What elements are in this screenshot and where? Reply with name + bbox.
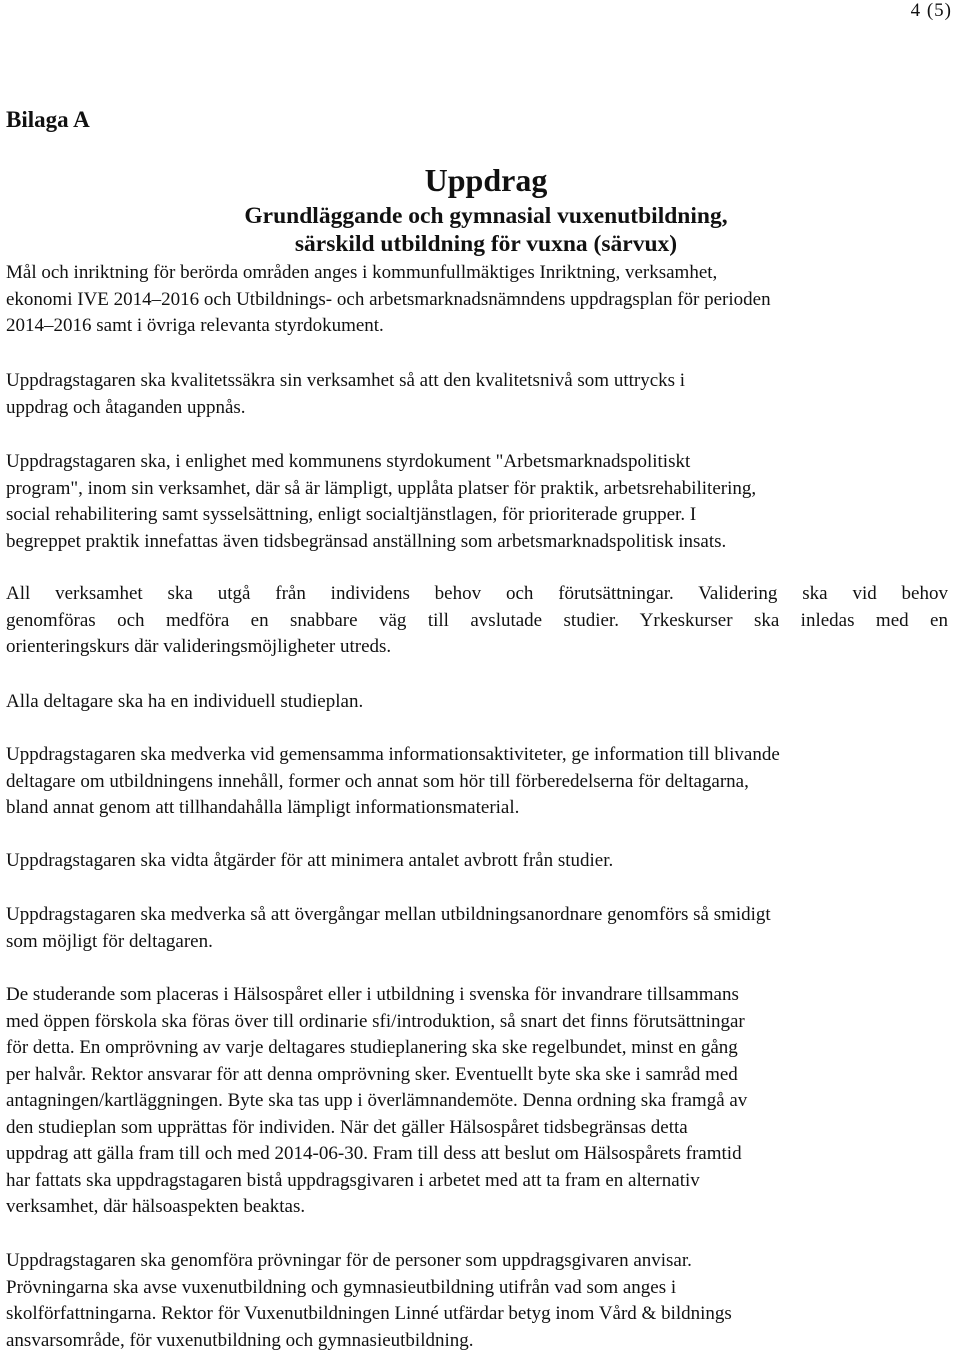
paragraph-transitions (6, 902, 771, 955)
text-line: Uppdragstagaren ska, i enlighet med kommunens styrdokument "Arbetsmarknadspolitiskt (6, 451, 691, 472)
text-line: för detta. En omprövning av varje deltagares studieplanering ska ske regelbundet, minst en gång (6, 1037, 738, 1058)
text-line: med öppen förskola ska föras över till ordinarie sfi/introduktion, så snart det finns förutsättningar (6, 1010, 745, 1032)
paragraph-quality (6, 368, 685, 421)
text-line: Alla deltagare ska ha en individuell studieplan. (6, 691, 364, 712)
text-line: Uppdragstagaren ska medverka så att övergångar mellan utbildningsanordnare genomförs så smidigt (6, 904, 771, 925)
text-line: Prövningarna ska avse vuxenutbildning och gymnasieutbildning utifrån vad som anges i (6, 1276, 677, 1298)
paragraph-examinations (6, 1248, 732, 1354)
text-line: uppdrag att gälla fram till och med 2014-06-30. Fram till dess att beslut om Hälsospårets framtid (6, 1143, 742, 1164)
paragraph-labour-market (6, 449, 756, 555)
text-line: som möjligt för deltagaren. (6, 930, 213, 952)
paragraph-information (6, 742, 780, 822)
text-line: verksamhet, där hälsoaspekten beaktas. (6, 1196, 306, 1217)
text-line: All verksamhet ska utgå från individens behov och förutsättningar. Validering ska vid behov (6, 583, 948, 604)
page-number: 4 (5) (910, 0, 952, 21)
text-line: antagningen/kartläggningen. Byte ska tas upp i överlämnandemöte. Denna ordning ska framgå av (6, 1090, 748, 1111)
paragraph-validation (6, 581, 948, 661)
text-line: skolförfattningarna. Rektor för Vuxenutbildningen Linné utfärdar betyg inom Vård & bildnings (6, 1303, 732, 1324)
paragraph-halsosparet (6, 982, 747, 1221)
text-line: Uppdragstagaren ska genomföra prövningar för de personer som uppdragsgivaren anvisar. (6, 1250, 692, 1271)
text-line: deltagare om utbildningens innehåll, former och annat som hör till förberedelserna för deltagarna, (6, 770, 749, 792)
text-line: per halvår. Rektor ansvarar för att denna omprövning sker. Eventuellt byte ska ske i samråd med (6, 1063, 738, 1085)
subtitle-line: Grundläggande och gymnasial vuxenutbildning, (244, 203, 728, 229)
text-line: uppdrag och åtaganden uppnås. (6, 396, 246, 418)
text-line: Mål och inriktning för berörda områden anges i kommunfullmäktiges Inriktning, verksamhet, (6, 262, 718, 283)
text-line: Uppdragstagaren ska vidta åtgärder för att minimera antalet avbrott från studier. (6, 850, 614, 871)
text-line: den studieplan som upprättas för individen. När det gäller Hälsospåret tidsbegränsas detta (6, 1116, 688, 1138)
text-line: begreppet praktik innefattas även tidsbegränsad anställning som arbetsmarknadspolitisk insats. (6, 530, 727, 552)
text-line: ansvarsområde, för vuxenutbildning och gymnasieutbildning. (6, 1329, 474, 1351)
appendix-label: Bilaga A (6, 107, 90, 132)
subtitle-line: särskild utbildning för vuxna (särvux) (294, 231, 678, 257)
text-line: ekonomi IVE 2014–2016 och Utbildnings- och arbetsmarknadsnämndens uppdragsplan för perioden (6, 288, 771, 310)
text-line: har fattats ska uppdragstagaren bistå uppdragsgivaren i arbetet med att ta fram en alternativ (6, 1169, 700, 1191)
text-line: social rehabilitering samt sysselsättning, enligt socialtjänstlagen, för prioriterade grupper. I (6, 504, 697, 525)
text-line: program", inom sin verksamhet, där så är lämpligt, upplåta platser för praktik, arbetsrehabilitering, (6, 477, 757, 499)
paragraph-dropouts (6, 848, 613, 875)
text-line: Uppdragstagaren ska medverka vid gemensamma informationsaktiviteter, ge information till blivande (6, 744, 780, 765)
text-line: 2014–2016 samt i övriga relevanta styrdokument. (6, 315, 384, 336)
paragraph-study-plan (6, 689, 363, 716)
text-line: bland annat genom att tillhandahålla lämpligt informationsmaterial. (6, 797, 520, 818)
page-subtitle (0, 202, 960, 258)
page-title: Uppdrag (424, 162, 548, 198)
text-line: Uppdragstagaren ska kvalitetssäkra sin verksamhet så att den kvalitetsnivå som uttrycks i (6, 370, 686, 391)
paragraph-goals (6, 260, 771, 340)
text-line: De studerande som placeras i Hälsospåret eller i utbildning i svenska för invandrare tillsammans (6, 984, 739, 1005)
text-line: orienteringskurs där valideringsmöjligheter utreds. (6, 636, 392, 657)
text-line: genomföras och medföra en snabbare väg till avslutade studier. Yrkeskurser ska inledas med en (6, 609, 948, 631)
